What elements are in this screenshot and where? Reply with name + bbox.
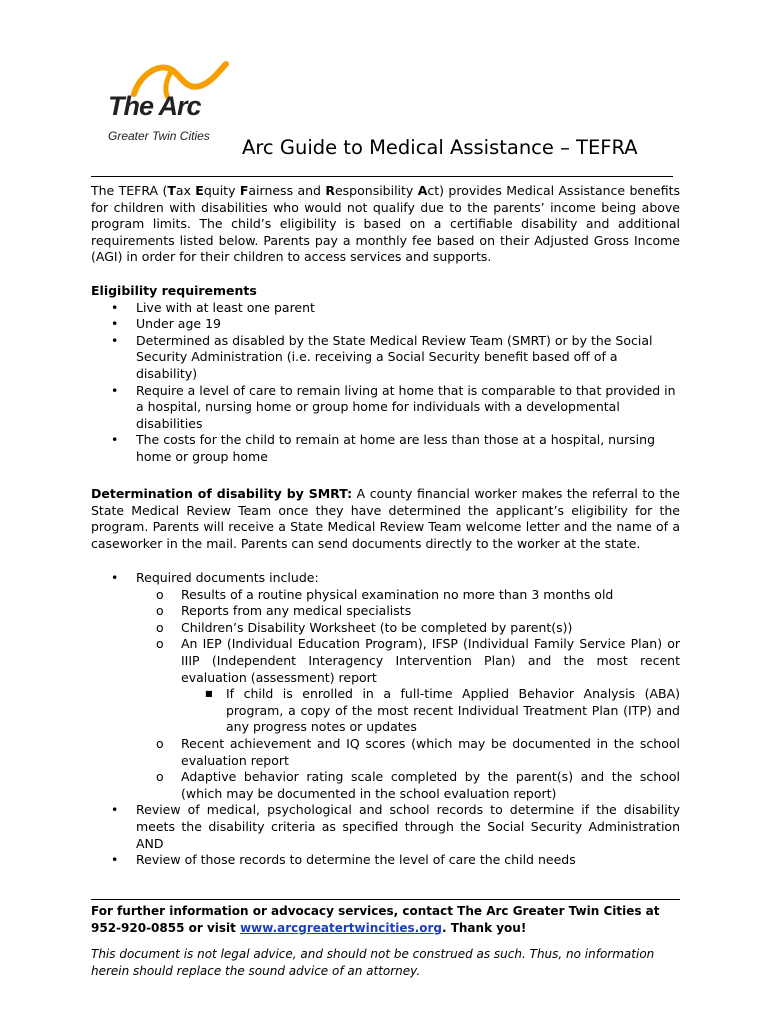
list-item: o Reports from any medical specialists bbox=[156, 603, 412, 619]
list-item: • Review of medical, psychological and school records to determine if the disability meets the disability criteria as specified through the Social Security Administration AND bbox=[111, 802, 680, 851]
logo-name: The Arc bbox=[108, 91, 201, 121]
documents-section bbox=[91, 570, 680, 869]
list-item: o Recent achievement and IQ scores (which may be documented in the school evaluation report bbox=[156, 735, 680, 768]
smrt-heading: Determination of disability by SMRT: bbox=[91, 486, 353, 501]
title-divider bbox=[91, 176, 673, 177]
list-item: • Review of those records to determine the level of care the child needs bbox=[111, 852, 576, 868]
contact-info: For further information or advocacy services, contact The Arc Greater Twin Cities at 952-920-0855 or visit www.arcgreatertwincities.org. Thank you! bbox=[91, 904, 660, 935]
list-item: o Results of a routine physical examination no more than 3 months old bbox=[156, 586, 614, 602]
list-item: ■ If child is enrolled in a full-time Applied Behavior Analysis (ABA) program, a copy of the most recent Individual Treatment Plan (ITP) and any progress notes or updates bbox=[205, 686, 680, 735]
list-item: o Children’s Disability Worksheet (to be completed by parent(s)) bbox=[156, 619, 573, 635]
legal-disclaimer: This document is not legal advice, and should not be construed as such. Thus, no information herein should replace the sound advice of an attorney. bbox=[91, 947, 655, 978]
list-item: o An IEP (Individual Education Program), IFSP (Individual Family Service Plan) or IIIP (Independent Interagency Intervention Plan) and the most recent evaluation (assessment) report ■ If child is enrolled in a full-time Applied Behavior Analysis (ABA) program, a copy of the most recent Individual Treatment Plan (ITP) and any progress notes or updates bbox=[156, 636, 680, 735]
list-item: • Require a level of care to remain living at home that is comparable to that provided in a hospital, nursing home or group home for individuals with a developmental disabilities bbox=[111, 382, 676, 431]
list-item: • The costs for the child to remain at home are less than those at a hospital, nursing home or group home bbox=[111, 432, 656, 464]
eligibility-list bbox=[91, 300, 680, 466]
eligibility-heading: Eligibility requirements bbox=[91, 283, 257, 298]
list-item: • Required documents include: o Results of a routine physical examination no more than 3 months old o Reports from any medical specialists o Children’s Disability Worksheet (to be completed by parent(s)) o An IEP (Individual Education Program), IFSP (Individual Family Service Plan) or IIIP (Independent Interagency Intervention Plan) and the most recent evaluation (assessment) report ■ If child is enrolled in a full-time Applied Behavior Analysis (ABA) program, a copy of the most recent Individual Treatment Plan (ITP) and any progress notes or updates o Recent achievement and IQ scores (which may be documented in the school evaluation report o Adaptive behavior rating scale completed by the parent(s) and the school (which may be documented in the school evaluation report) bbox=[111, 570, 680, 801]
list-item: o Adaptive behavior rating scale completed by the parent(s) and the school (which may be documented in the school evaluation report) bbox=[156, 769, 680, 801]
footer-divider bbox=[91, 899, 680, 900]
list-item: • Under age 19 bbox=[111, 316, 221, 332]
website-link[interactable]: www.arcgreatertwincities.org bbox=[240, 920, 442, 935]
arc-logo bbox=[104, 60, 234, 142]
document-title: Arc Guide to Medical Assistance – TEFRA bbox=[242, 136, 638, 159]
list-item: • Live with at least one parent bbox=[111, 299, 315, 315]
smrt-paragraph: Determination of disability by SMRT: A county financial worker makes the referral to the State Medical Review Team once they have determined the applicant’s eligibility for the program. Parents will receive a State Medical Review Team welcome letter and the name of a caseworker in the mail. Parents can send documents directly to the worker at the state. bbox=[91, 486, 680, 551]
list-item: • Determined as disabled by the State Medical Review Team (SMRT) or by the Social Security Administration (i.e. receiving a Social Security benefit based off of a disability) bbox=[111, 332, 653, 381]
intro-paragraph: The TEFRA (Tax Equity Fairness and Responsibility Act) provides Medical Assistance benefits for children with disabilities who would not qualify due to the parents’ income being above program limits. The child’s eligibility is based on a certifiable disability and additional requirements listed below. Parents pay a monthly fee based on their Adjusted Gross Income (AGI) in order for their children to access services and supports. bbox=[91, 183, 681, 265]
logo-subtitle: Greater Twin Cities bbox=[108, 129, 210, 143]
eligibility-section bbox=[91, 283, 680, 466]
